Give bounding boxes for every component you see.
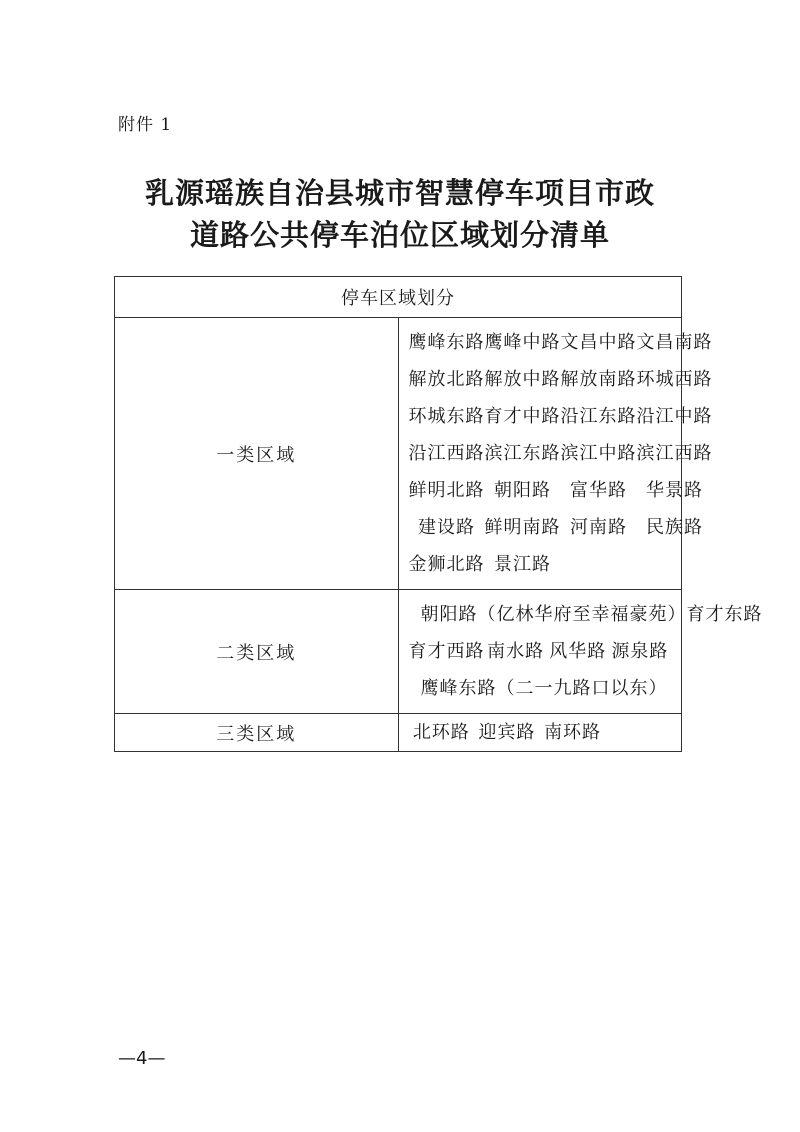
document-title-line-2: 道路公共停车泊位区域划分清单 (189, 218, 610, 252)
zone2-line-2 (399, 633, 682, 670)
road-item: 解放中路 (484, 369, 561, 390)
zone2-name: 二类区域 (115, 590, 399, 714)
zone3-row (115, 714, 682, 752)
road-item: 南环路 (544, 722, 602, 743)
road-item: 育才西路 (408, 641, 485, 662)
road-item: 民族路 (646, 517, 703, 538)
road-item: 滨江西路 (636, 443, 713, 464)
road-item: 鲜明北路 (408, 480, 485, 501)
road-item: 环城西路 (636, 369, 713, 390)
zone2-line-3 (399, 670, 682, 707)
road-item: 文昌南路 (636, 332, 713, 353)
document-title-line-1: 乳源瑶族自治县城市智慧停车项目市政 (144, 176, 655, 210)
road-item: 环城东路 (408, 406, 485, 427)
road-item: 源泉路 (611, 641, 669, 662)
zone2-row (115, 590, 682, 714)
attachment-label: 附件 1 (118, 115, 173, 135)
road-item: 滨江中路 (560, 443, 637, 464)
road-item: 建设路 (418, 517, 475, 538)
road-item: 富华路 (570, 480, 627, 501)
road-item: 解放南路 (560, 369, 637, 390)
road-item: 文昌中路 (560, 332, 637, 353)
road-item: 解放北路 (408, 369, 485, 390)
zone3-roads (398, 714, 682, 752)
road-item: 迎宾路 (478, 722, 536, 743)
zone1-name: 一类区域 (115, 318, 399, 590)
road-item: 沿江东路 (560, 406, 637, 427)
zone1-roads (398, 318, 713, 590)
road-item: 华景路 (646, 480, 703, 501)
zone2-roads (398, 590, 763, 714)
zone1-road-grid (399, 324, 713, 583)
road-item: 朝阳路（亿林华府至幸福豪苑） (420, 604, 687, 625)
zone2-line-1 (399, 596, 763, 633)
road-item: 风华路 (549, 641, 607, 662)
zone1-row (115, 318, 682, 590)
road-item: 景江路 (494, 554, 551, 575)
road-item: 育才中路 (484, 406, 561, 427)
parking-zone-table (114, 276, 763, 752)
road-item: 鹰峰东路 (408, 332, 485, 353)
table-header-row (115, 277, 682, 318)
table-header: 停车区域划分 (115, 277, 682, 318)
road-item: 鹰峰东路（二一九路口以东） (420, 678, 668, 699)
road-item: 沿江西路 (408, 443, 485, 464)
road-item: 育才东路 (686, 604, 763, 625)
road-item: 鹰峰中路 (484, 332, 561, 353)
road-item: 北环路 (412, 722, 470, 743)
road-item: 朝阳路 (494, 480, 551, 501)
road-item: 鲜明南路 (484, 517, 561, 538)
road-item: 滨江东路 (484, 443, 561, 464)
zone3-name: 三类区域 (115, 714, 399, 752)
road-item: 金狮北路 (408, 554, 485, 575)
zone3-road-grid (399, 714, 682, 751)
page-number: —4— (118, 1048, 166, 1069)
road-item: 沿江中路 (636, 406, 713, 427)
road-item: 河南路 (570, 517, 627, 538)
road-item: 南水路 (487, 641, 545, 662)
